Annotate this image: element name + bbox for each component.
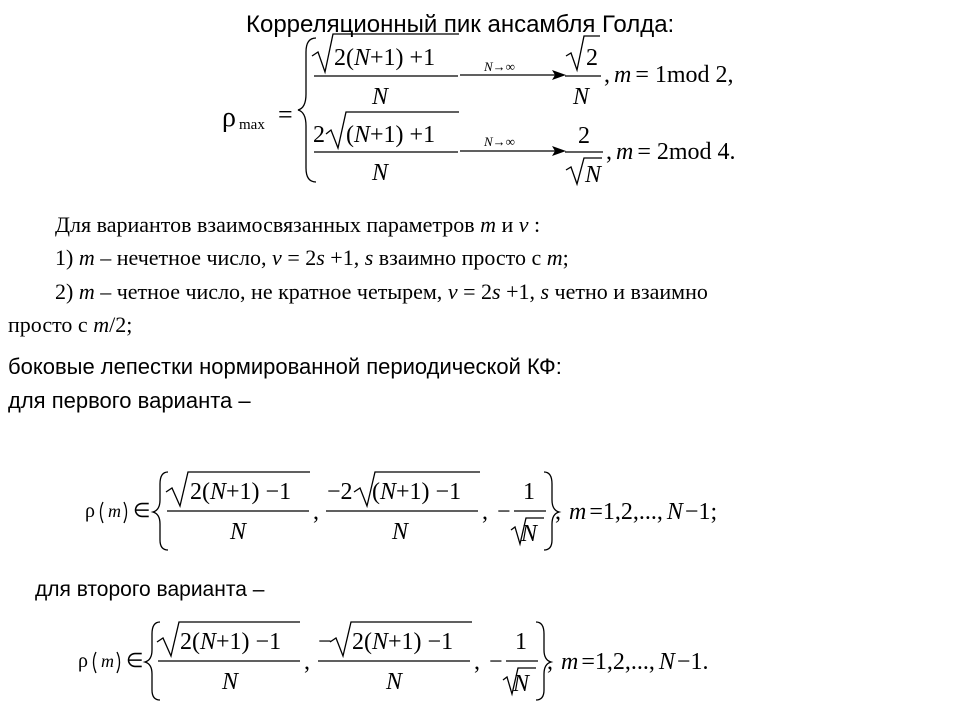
svg-text:2(N+1) +1: 2(N+1) +1 (334, 45, 436, 71)
formula-variant-2 (0, 612, 960, 712)
paragraph-line-3: 2) m – четное число, не кратное четырем, v = 2s +1, s четно и взаимно (55, 279, 708, 304)
svg-text:N: N (230, 519, 247, 545)
svg-text:2: 2 (586, 45, 598, 71)
paragraph-line-4: просто с m/2; (8, 312, 133, 337)
denominator-n: N (372, 84, 389, 110)
left-brace (298, 38, 316, 182)
svg-text:N: N (222, 669, 239, 695)
svg-text:ρ: ρ (78, 650, 88, 672)
svg-text:,: , (482, 499, 488, 525)
svg-text:∈: ∈ (126, 650, 144, 672)
svg-text:N: N (585, 162, 602, 188)
svg-text:N: N (573, 84, 590, 110)
svg-text:2(N+1) −1: 2(N+1) −1 (180, 629, 282, 655)
svg-text:N: N (521, 521, 538, 547)
left-brace (153, 472, 168, 550)
svg-text:2(N+1) −1: 2(N+1) −1 (190, 479, 292, 505)
svg-text:,m= 2mod 4.: , m = 2mod 4. (606, 139, 736, 165)
svg-text:N: N (513, 671, 530, 697)
arrow-label: N→∞ (484, 134, 515, 149)
svg-text:,: , (474, 649, 480, 675)
formula-variant-1 (0, 462, 960, 562)
svg-text:N: N (386, 669, 403, 695)
first-variant-label: для первого варианта – (8, 388, 251, 413)
formula-rho-max (0, 30, 960, 195)
left-brace (145, 622, 160, 700)
equals-sign: = (278, 100, 293, 129)
second-variant-label: для второго варианта – (35, 578, 265, 601)
paragraph-line-2: 1) m – нечетное число, v = 2s +1, s взаимно просто с m; (55, 245, 569, 270)
right-paren (117, 652, 120, 673)
svg-text:(N+1) +1: (N+1) +1 (346, 122, 436, 148)
svg-text:1: 1 (523, 479, 535, 505)
svg-text:−2: −2 (327, 479, 353, 505)
svg-text:2: 2 (313, 122, 325, 148)
svg-text:,m=1,2,...,N−1;: , m =1,2,..., N−1; (555, 499, 718, 525)
rho-symbol: ρ (222, 102, 236, 133)
svg-text:−: − (318, 629, 332, 655)
page-title: Корреляционный пик ансамбля Голда: (246, 11, 675, 38)
left-paren (94, 652, 97, 673)
svg-text:(N+1) −1: (N+1) −1 (372, 479, 462, 505)
svg-text:,m=1,2,...,N−1.: , m =1,2,..., N−1. (547, 649, 709, 675)
paragraph-line-1: Для вариантов взаимосвязанных параметров m и v : (55, 212, 541, 237)
svg-text:,m= 1mod 2,: , m = 1mod 2, (604, 62, 734, 88)
svg-text:2: 2 (578, 123, 590, 149)
svg-text:ρ: ρ (85, 500, 95, 522)
svg-text:1: 1 (515, 629, 527, 655)
rho-subscript: max (239, 117, 265, 133)
svg-text:m: m (108, 501, 121, 521)
arrow-label: N→∞ (484, 59, 515, 74)
svg-text:∈: ∈ (133, 500, 151, 522)
svg-text:,: , (313, 499, 319, 525)
svg-text:m: m (101, 651, 114, 671)
svg-text:−: − (497, 499, 511, 525)
left-paren (101, 502, 104, 523)
svg-text:N: N (392, 519, 409, 545)
right-paren (124, 502, 127, 523)
sidelobes-heading: боковые лепестки нормированной периодической КФ: (8, 354, 562, 379)
svg-text:,: , (304, 649, 310, 675)
svg-text:−: − (489, 649, 503, 675)
svg-text:N: N (372, 160, 389, 186)
svg-text:2(N+1) −1: 2(N+1) −1 (352, 629, 454, 655)
